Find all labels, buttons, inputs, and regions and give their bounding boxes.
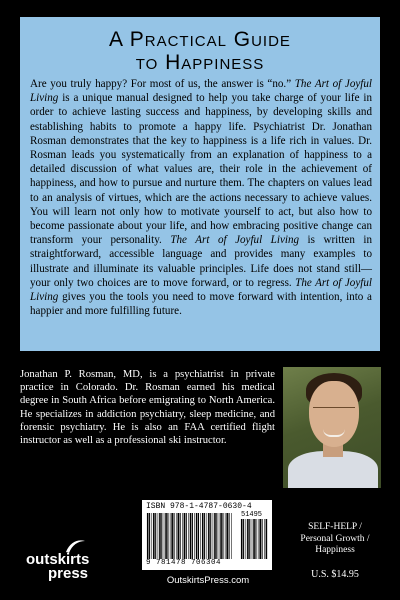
barcode-bar [204, 513, 205, 559]
logo-line-1: outskirts [26, 551, 90, 568]
category-line-1: SELF-HELP / [308, 522, 362, 532]
barcode-bar [184, 513, 186, 559]
barcode-bar [253, 519, 255, 559]
barcode-bar [155, 513, 156, 559]
barcode-bar [231, 513, 232, 559]
barcode-digits: 9 781478 706304 [146, 559, 222, 567]
barcode-bar [149, 513, 150, 559]
barcode-bar [225, 513, 226, 559]
barcode-bar [229, 513, 230, 559]
description-text: gives you the tools you need to move forward with intention, into a happier and more fulfilling future. [30, 291, 372, 318]
barcode-bar [226, 513, 228, 559]
barcode-bar [153, 513, 155, 559]
barcode-bar [158, 513, 159, 559]
description-text: Are you truly happy? For most of us, the answer is “no.” [30, 78, 295, 90]
barcode-bar [190, 513, 192, 559]
barcode-bar [147, 513, 149, 559]
barcode-bar [246, 519, 247, 559]
barcode-bar [208, 513, 210, 559]
barcode-bar [259, 519, 261, 559]
barcode-bar [180, 513, 181, 559]
publisher-website: OutskirtsPress.com [166, 575, 250, 586]
barcode-bar [182, 513, 183, 559]
barcode-bar [252, 519, 253, 559]
barcode-bar [192, 513, 193, 559]
price: U.S. $14.95 [311, 569, 359, 580]
barcode-bar [186, 513, 187, 559]
book-category [286, 522, 384, 557]
barcode-bars [146, 513, 234, 559]
barcode-bar [200, 513, 201, 559]
description-text: is written in straightforward, accessible language and provides many examples to illustrate and illuminate its valuable principles. Life does not stand still—your only two choices are to move forward, or to regress. [30, 234, 373, 289]
barcode-bar [213, 513, 214, 559]
barcode-bar [176, 513, 177, 559]
barcode-bar [188, 513, 189, 559]
barcode-bar [241, 519, 243, 559]
publisher-logo [26, 553, 124, 581]
author-bio: Jonathan P. Rosman, MD, is a psychiatrist in private practice in Colorado. Dr. Rosman earned his medical degree in South Africa before emigrating to North America. He specializes in addiction psychiatry, sleep medicine, and forensic psychiatry. He is also an FAA certified flight instructor as well as a professional ski instructor. [20, 369, 275, 447]
barcode-bar [266, 519, 268, 559]
barcode-bar [174, 513, 175, 559]
barcode-bar [247, 519, 249, 559]
barcode-bar [222, 513, 223, 559]
book-title-italic: The Art of Joyful Living [170, 234, 300, 247]
barcode-addon-number: 51495 [241, 511, 263, 519]
barcode-bar [161, 513, 162, 559]
barcode-addon-bars [240, 519, 268, 559]
barcode-bar [164, 513, 165, 559]
isbn-barcode [142, 500, 272, 570]
title-line-1: A Practical Guide [109, 28, 291, 51]
title-line-2: to Happiness [135, 51, 265, 74]
category-line-3: Happiness [315, 545, 355, 555]
back-cover-blue-panel [20, 17, 380, 351]
barcode-bar [194, 513, 195, 559]
barcode-bar [196, 513, 198, 559]
barcode-bar [220, 513, 222, 559]
barcode-bar [255, 519, 256, 559]
barcode-bar [177, 513, 179, 559]
barcode-bar [165, 513, 167, 559]
description-text: is a unique manual designed to help you take charge of your life in order to achieve lasting success and happiness, by developing skills and establishing habits to promote a happy life. Psychiatrist Dr. Jonathan Rosman demonstrates that the key to happiness is a life rich in values. Dr. Rosman leads you systematically from an explanation of happiness to a detailed discussion of what values are, their role in the achievement of happiness, and how to pursue and nurture them. The chapters on values lead to an analysis of virtues, which are the actions necessary to achieve values. You will learn not only how to motivate yourself to act, but also how to become passionate about your life, and how embracing positive change can transform your personality. [30, 92, 372, 247]
logo-line-2: press [48, 565, 89, 582]
barcode-bar [219, 513, 220, 559]
barcode-bar [198, 513, 199, 559]
barcode-bar [171, 513, 173, 559]
book-description [30, 77, 372, 318]
barcode-bar [262, 519, 263, 559]
book-title-italic: The Art of Joyful Living [30, 276, 372, 304]
barcode-bar [202, 513, 204, 559]
book-title-italic: The Art of Joyful Living [30, 78, 373, 105]
category-line-2: Personal Growth / [300, 533, 370, 544]
barcode-bar [243, 519, 244, 559]
barcode-bar [159, 513, 161, 559]
barcode-bar [152, 513, 153, 559]
barcode-bar [170, 513, 171, 559]
isbn-label: ISBN 978-1-4787-0630-4 [146, 502, 252, 511]
barcode-bar [167, 513, 168, 559]
barcode-bar [258, 519, 259, 559]
barcode-bar [214, 513, 216, 559]
photo-glasses [313, 407, 355, 417]
barcode-bar [249, 519, 250, 559]
barcode-bar [216, 513, 217, 559]
barcode-bar [210, 513, 211, 559]
author-photo [283, 367, 381, 488]
barcode-bar [207, 513, 208, 559]
barcode-bar [264, 519, 265, 559]
